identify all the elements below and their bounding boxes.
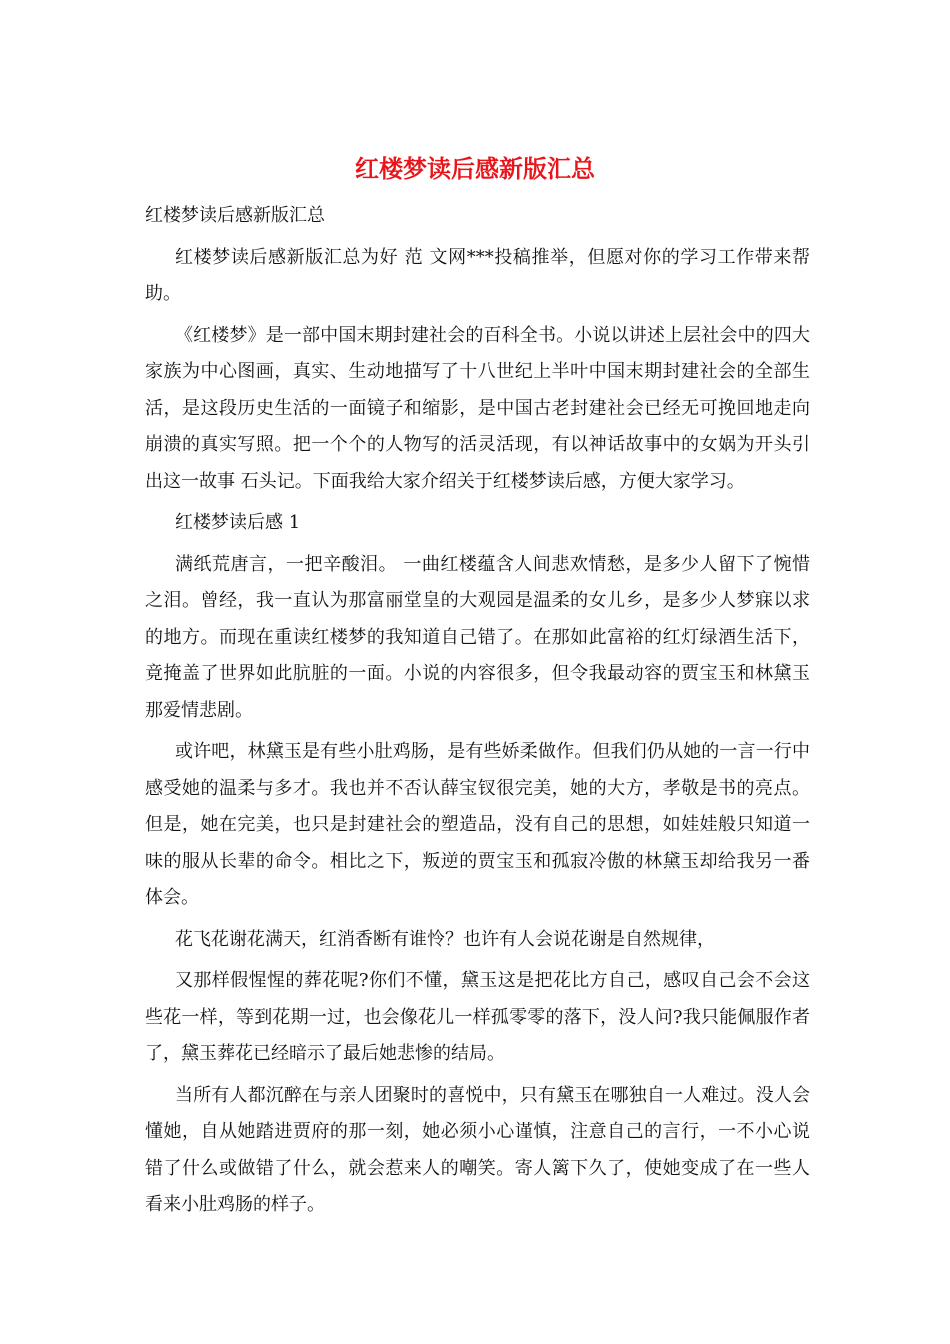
body-paragraph: 满纸荒唐言，一把辛酸泪。 一曲红楼蕴含人间悲欢情愁，是多少人留下了惋惜之泪。曾经，我一直认为那富丽堂皇的大观园是温柔的女儿乡，是多少人梦寐以求的地方。而现在重读红楼梦的我知道自己错了。在那如此富裕的红灯绿酒生活下，竟掩盖了世界如此肮脏的一面。小说的内容很多，但令我最动容的贾宝玉和林黛玉那爱情悲剧。 (145, 553, 810, 721)
section-heading: 红楼梦读后感 1 (175, 512, 301, 533)
overview-paragraph: 《红楼梦》是一部中国末期封建社会的百科全书。小说以讲述上层社会中的四大家族为中心图画，真实、生动地描写了十八世纪上半叶中国末期封建社会的全部生活，是这段历史生活的一面镜子和缩影，是中国古老封建社会已经无可挽回地走向崩溃的真实写照。把一个个的人物写的活灵活现，有以神话故事中的女娲为开头引出这一故事 石头记。下面我给大家介绍关于红楼梦读后感，方便大家学习。 (145, 324, 810, 492)
body-paragraph: 或许吧，林黛玉是有些小肚鸡肠，是有些娇柔做作。但我们仍从她的一言一行中感受她的温柔与多才。我也并不否认薛宝钗很完美，她的大方，孝敬是书的亮点。但是，她在完美，也只是封建社会的塑造品，没有自己的思想，如娃娃般只知道一味的服从长辈的命令。相比之下，叛逆的贾宝玉和孤寂冷傲的林黛玉却给我另一番体会。 (145, 741, 810, 908)
intro-paragraph: 红楼梦读后感新版汇总为好 范 文网***投稿推举，但愿对你的学习工作带来帮助。 (145, 246, 810, 304)
subtitle-paragraph: 红楼梦读后感新版汇总 (145, 205, 325, 226)
document-title: 红楼梦读后感新版汇总 (355, 154, 595, 183)
body-paragraph: 当所有人都沉醉在与亲人团聚时的喜悦中，只有黛玉在哪独自一人难过。没人会懂她，自从她踏进贾府的那一刻，她必须小心谨慎，注意自己的言行，一不小心说错了什么或做错了什么，就会惹来人的嘲笑。寄人篱下久了，使她变成了在一些人看来小肚鸡肠的样子。 (145, 1084, 810, 1215)
document-body (145, 198, 810, 1229)
body-paragraph: 花飞花谢花满天，红消香断有谁怜？也许有人会说花谢是自然规律， (175, 928, 715, 950)
body-paragraph: 又那样假惺惺的葬花呢?你们不懂，黛玉这是把花比方自己，感叹自己会不会这些花一样，等到花期一过，也会像花儿一样孤零零的落下，没人问?我只能佩服作者了，黛玉葬花已经暗示了最后她悲惨的结局。 (145, 970, 810, 1064)
